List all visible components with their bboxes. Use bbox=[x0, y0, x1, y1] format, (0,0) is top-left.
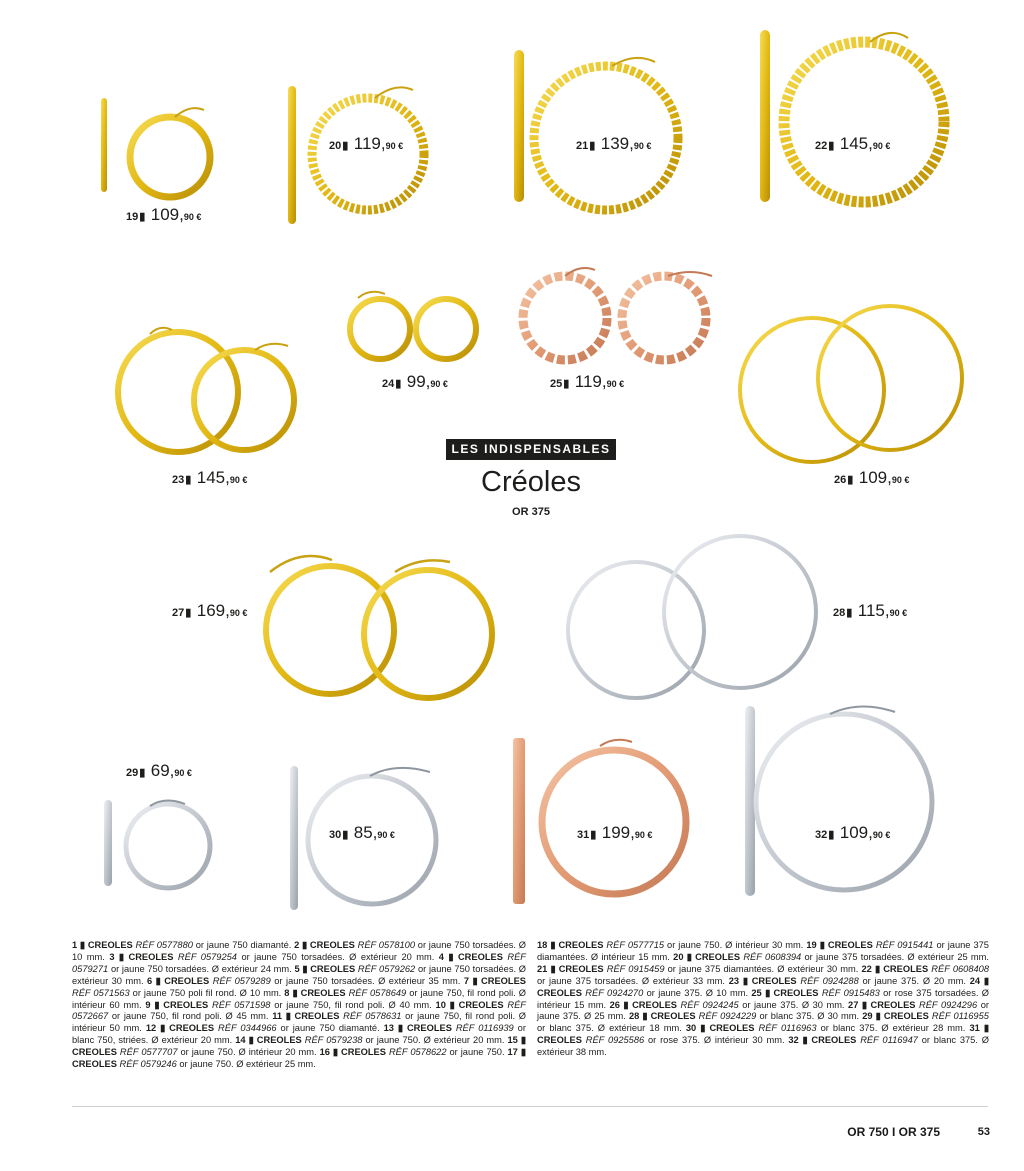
price-euros: 109, bbox=[150, 205, 184, 224]
footer-divider bbox=[72, 1106, 988, 1107]
description-ref: RÉF 0577707 bbox=[119, 1047, 178, 1058]
description-ref: RÉF 0924245 bbox=[680, 999, 739, 1010]
separator-icon: ▮ bbox=[299, 963, 311, 974]
section-tag: LES INDISPENSABLES bbox=[446, 439, 616, 460]
page-subtitle: OR 375 bbox=[512, 506, 550, 518]
description-number: 5 bbox=[294, 963, 300, 974]
description-name: CREOLES bbox=[457, 951, 503, 962]
description-text: or jaune 375. Ø 25 mm. bbox=[537, 999, 989, 1022]
description-text: or rose 375 torsadées. Ø intérieur 15 mm. bbox=[537, 987, 989, 1010]
description-ref: RÉF 0915483 bbox=[821, 987, 880, 998]
description-ref: RÉF 0577880 bbox=[135, 940, 193, 950]
price-cents: 90 € bbox=[229, 475, 248, 485]
earring-20 bbox=[288, 86, 424, 224]
earring-31 bbox=[513, 738, 686, 904]
description-ref: RÉF 0344966 bbox=[218, 1023, 277, 1034]
description-ref: RÉF 0578622 bbox=[388, 1047, 447, 1058]
price-28 bbox=[833, 602, 907, 620]
earring-21 bbox=[514, 50, 678, 210]
description-number: 20 bbox=[673, 951, 684, 962]
page-number: 53 bbox=[977, 1126, 990, 1138]
product-number: 21 bbox=[576, 140, 589, 152]
price-24 bbox=[382, 373, 448, 391]
description-item bbox=[537, 964, 858, 974]
separator-icon: ▮ bbox=[590, 829, 597, 841]
separator-icon: ▮ bbox=[979, 1023, 989, 1034]
description-text: or jaune 750 diamanté. bbox=[195, 940, 292, 950]
earring-32 bbox=[745, 706, 932, 896]
separator-icon: ▮ bbox=[114, 951, 129, 962]
earring-26 bbox=[740, 306, 962, 462]
description-text: or jaune 375. Ø 20 mm. bbox=[862, 975, 966, 986]
price-cents: 90 € bbox=[174, 768, 192, 778]
price-euros: 145, bbox=[839, 134, 873, 153]
description-name: CREOLES bbox=[87, 940, 133, 950]
description-text: or jaune 750, fil rond poli. Ø intérieur 50 mm. bbox=[72, 1011, 526, 1034]
separator-icon: ▮ bbox=[517, 1035, 526, 1046]
separator-icon: ▮ bbox=[342, 140, 349, 152]
product-number: 30 bbox=[329, 829, 342, 841]
description-number: 22 bbox=[861, 963, 872, 974]
description-name: CREOLES bbox=[751, 975, 797, 986]
description-name: CREOLES bbox=[537, 1035, 582, 1046]
description-item bbox=[235, 1035, 504, 1045]
separator-icon: ▮ bbox=[871, 963, 884, 974]
price-euros: 169, bbox=[196, 601, 230, 620]
description-item bbox=[109, 952, 434, 962]
separator-icon: ▮ bbox=[547, 940, 559, 950]
separator-icon: ▮ bbox=[445, 999, 459, 1010]
description-number: 10 bbox=[435, 999, 446, 1010]
separator-icon: ▮ bbox=[150, 999, 164, 1010]
separator-icon: ▮ bbox=[547, 963, 559, 974]
separator-icon: ▮ bbox=[185, 474, 192, 486]
description-text: or blanc 375. Ø extérieur 38 mm. bbox=[537, 1035, 989, 1058]
separator-icon: ▮ bbox=[683, 951, 696, 962]
description-ref: RÉF 0116963 bbox=[758, 1023, 817, 1034]
description-item bbox=[320, 1047, 505, 1057]
price-cents: 90 € bbox=[377, 830, 395, 840]
description-text: or jaune 750 diamanté. bbox=[280, 1023, 380, 1034]
description-text: or jaune 750. Ø extérieur 20 mm. bbox=[365, 1035, 505, 1046]
description-text: or jaune 750. Ø intérieur 30 mm. bbox=[667, 940, 804, 950]
separator-icon: ▮ bbox=[846, 607, 853, 619]
price-euros: 119, bbox=[353, 134, 386, 153]
description-ref: RÉF 0608394 bbox=[743, 951, 802, 962]
description-item bbox=[147, 976, 460, 986]
description-text: or jaune 750 torsadées. Ø 10 mm. bbox=[72, 940, 526, 962]
description-item bbox=[145, 1000, 431, 1010]
description-text: or jaune 750. Ø extérieur 25 mm. bbox=[179, 1059, 316, 1070]
descriptions-right bbox=[537, 940, 989, 1059]
separator-icon: ▮ bbox=[329, 1047, 342, 1058]
description-name: CREOLES bbox=[709, 1023, 755, 1034]
description-ref: RÉF 0578100 bbox=[357, 940, 416, 950]
separator-icon: ▮ bbox=[393, 1023, 407, 1034]
price-euros: 119, bbox=[574, 372, 607, 391]
price-27 bbox=[172, 602, 247, 620]
earring-27 bbox=[266, 556, 492, 698]
description-text: or jaune 375 diamantées. Ø extérieur 30 mm. bbox=[667, 963, 859, 974]
description-item bbox=[673, 952, 989, 962]
price-euros: 115, bbox=[857, 601, 890, 620]
separator-icon: ▮ bbox=[816, 940, 828, 950]
product-number: 19 bbox=[126, 211, 139, 223]
description-number: 26 bbox=[609, 999, 620, 1010]
description-text: or jaune 750 torsadées. Ø extérieur 30 mm. bbox=[72, 963, 527, 986]
description-text: or jaune 750, fil rond poli. Ø intérieur 60 mm. bbox=[72, 987, 527, 1010]
descriptions-left bbox=[72, 940, 526, 1071]
description-number: 17 bbox=[507, 1047, 518, 1058]
price-cents: 90 € bbox=[891, 475, 910, 485]
separator-icon: ▮ bbox=[139, 211, 146, 223]
description-ref: RÉF 0579254 bbox=[177, 951, 237, 962]
description-item bbox=[629, 1011, 859, 1021]
separator-icon: ▮ bbox=[342, 829, 349, 841]
separator-icon: ▮ bbox=[619, 999, 633, 1010]
description-number: 1 bbox=[72, 940, 78, 950]
description-name: CREOLES bbox=[695, 951, 741, 962]
description-ref: RÉF 0924229 bbox=[698, 1011, 757, 1022]
description-name: CREOLES bbox=[406, 1023, 452, 1034]
separator-icon: ▮ bbox=[517, 1047, 526, 1058]
description-number: 18 bbox=[537, 940, 548, 950]
description-number: 25 bbox=[751, 987, 762, 998]
separator-icon: ▮ bbox=[761, 987, 774, 998]
description-number: 14 bbox=[235, 1035, 246, 1046]
description-number: 30 bbox=[685, 1023, 697, 1034]
product-number: 23 bbox=[172, 474, 185, 486]
description-text: or jaune 750 torsadées. Ø extérieur 20 mm. bbox=[241, 951, 435, 962]
description-name: CREOLES bbox=[458, 999, 504, 1010]
description-name: CREOLES bbox=[537, 987, 582, 998]
price-euros: 69, bbox=[150, 761, 175, 780]
separator-icon: ▮ bbox=[828, 829, 835, 841]
description-name: CREOLES bbox=[632, 999, 678, 1010]
separator-icon: ▮ bbox=[639, 1011, 651, 1022]
price-20 bbox=[329, 135, 403, 153]
earring-29 bbox=[104, 800, 210, 888]
description-number: 13 bbox=[383, 1023, 394, 1034]
price-25 bbox=[550, 373, 624, 391]
description-text: or jaune 375. Ø 10 mm. bbox=[646, 987, 749, 998]
description-ref: RÉF 0579271 bbox=[72, 951, 526, 974]
description-name: CREOLES bbox=[341, 1047, 386, 1058]
description-number: 31 bbox=[969, 1023, 980, 1034]
description-name: CREOLES bbox=[310, 963, 356, 974]
separator-icon: ▮ bbox=[139, 767, 146, 779]
separator-icon: ▮ bbox=[282, 1011, 295, 1022]
price-cents: 90 € bbox=[872, 830, 891, 840]
description-text: or rose 375. Ø intérieur 30 mm. bbox=[648, 1035, 785, 1046]
separator-icon: ▮ bbox=[77, 940, 88, 950]
price-cents: 90 € bbox=[606, 379, 625, 389]
price-32 bbox=[815, 824, 890, 842]
product-number: 29 bbox=[126, 767, 139, 779]
price-29 bbox=[126, 762, 192, 780]
description-number: 11 bbox=[272, 1011, 283, 1022]
price-31 bbox=[577, 824, 652, 842]
description-ref: RÉF 0572667 bbox=[72, 999, 526, 1022]
description-text: or jaune 750. Ø intérieur 20 mm. bbox=[180, 1047, 317, 1058]
description-item bbox=[729, 976, 966, 986]
price-cents: 90 € bbox=[183, 212, 202, 222]
description-number: 29 bbox=[862, 1011, 873, 1022]
earring-24 bbox=[350, 292, 476, 359]
separator-icon: ▮ bbox=[289, 987, 301, 998]
earring-23 bbox=[118, 328, 294, 452]
description-name: CREOLES bbox=[300, 987, 346, 998]
description-number: 9 bbox=[145, 999, 151, 1010]
description-number: 3 bbox=[109, 951, 115, 962]
product-number: 24 bbox=[382, 378, 395, 390]
price-23 bbox=[172, 469, 247, 487]
description-number: 16 bbox=[319, 1047, 330, 1058]
description-ref: RÉF 0578631 bbox=[343, 1011, 402, 1022]
product-number: 20 bbox=[329, 140, 342, 152]
description-ref: RÉF 0116939 bbox=[455, 1023, 514, 1034]
price-cents: 90 € bbox=[430, 379, 448, 389]
price-euros: 145, bbox=[196, 468, 230, 487]
description-name: CREOLES bbox=[827, 940, 873, 950]
description-text: or jaune 750 torsadées. Ø extérieur 35 mm. bbox=[274, 975, 461, 986]
description-ref: RÉF 0915441 bbox=[875, 940, 934, 950]
description-ref: RÉF 0925586 bbox=[585, 1035, 645, 1046]
product-number: 22 bbox=[815, 140, 828, 152]
description-number: 24 bbox=[969, 975, 981, 986]
separator-icon: ▮ bbox=[739, 975, 752, 986]
description-ref: RÉF 0577715 bbox=[606, 940, 665, 950]
price-euros: 109, bbox=[858, 468, 892, 487]
description-name: CREOLES bbox=[294, 1011, 340, 1022]
earring-22 bbox=[760, 30, 944, 202]
description-ref: RÉF 0924296 bbox=[919, 999, 978, 1010]
description-name: CREOLES bbox=[128, 951, 174, 962]
product-number: 25 bbox=[550, 378, 563, 390]
price-euros: 99, bbox=[406, 372, 431, 391]
description-name: CREOLES bbox=[481, 975, 526, 986]
separator-icon: ▮ bbox=[828, 140, 835, 152]
description-text: or jaune 750 torsadées. Ø extérieur 24 mm. bbox=[110, 963, 292, 974]
price-cents: 90 € bbox=[634, 830, 653, 840]
description-name: CREOLES bbox=[558, 963, 604, 974]
product-number: 28 bbox=[833, 607, 846, 619]
separator-icon: ▮ bbox=[443, 951, 458, 962]
description-item bbox=[72, 940, 291, 950]
description-text: or blanc 375. Ø extérieur 28 mm. bbox=[820, 1023, 966, 1034]
description-name: CREOLES bbox=[72, 1047, 117, 1058]
description-ref: RÉF 0915459 bbox=[606, 963, 665, 974]
separator-icon: ▮ bbox=[980, 975, 989, 986]
description-ref: RÉF 0579246 bbox=[119, 1059, 177, 1070]
description-number: 2 bbox=[294, 940, 300, 950]
product-number: 32 bbox=[815, 829, 828, 841]
description-ref: RÉF 0116947 bbox=[860, 1035, 918, 1046]
description-text: or jaune 375. Ø 30 mm. bbox=[742, 999, 845, 1010]
price-cents: 90 € bbox=[229, 608, 248, 618]
description-item bbox=[537, 940, 803, 950]
product-number: 31 bbox=[577, 829, 590, 841]
price-euros: 109, bbox=[839, 823, 873, 842]
price-cents: 90 € bbox=[872, 141, 891, 151]
description-name: CREOLES bbox=[811, 1035, 857, 1046]
price-cents: 90 € bbox=[633, 141, 652, 151]
earring-19 bbox=[101, 98, 210, 197]
separator-icon: ▮ bbox=[847, 474, 854, 486]
footer-metal: OR 750 I OR 375 bbox=[847, 1125, 940, 1139]
description-name: CREOLES bbox=[558, 940, 604, 950]
description-text: or blanc 375. Ø extérieur 18 mm. bbox=[537, 1023, 682, 1034]
separator-icon: ▮ bbox=[245, 1035, 257, 1046]
description-ref: RÉF 0578649 bbox=[348, 987, 407, 998]
price-26 bbox=[834, 469, 909, 487]
description-name: CREOLES bbox=[164, 975, 210, 986]
description-number: 32 bbox=[788, 1035, 799, 1046]
separator-icon: ▮ bbox=[798, 1035, 812, 1046]
description-ref: RÉF 0579262 bbox=[357, 963, 416, 974]
description-text: or jaune 750, fil rond poli. Ø 40 mm. bbox=[274, 999, 432, 1010]
description-text: or jaune 375 torsadées. Ø extérieur 33 mm. bbox=[537, 975, 725, 986]
price-22 bbox=[815, 135, 890, 153]
description-number: 21 bbox=[537, 963, 548, 974]
description-number: 23 bbox=[728, 975, 740, 986]
description-item bbox=[146, 1023, 380, 1033]
description-ref: RÉF 0579289 bbox=[212, 975, 271, 986]
earring-25 bbox=[523, 268, 712, 360]
description-name: CREOLES bbox=[72, 1059, 117, 1070]
description-number: 12 bbox=[145, 1023, 157, 1034]
description-number: 6 bbox=[147, 975, 153, 986]
separator-icon: ▮ bbox=[468, 975, 482, 986]
earring-28 bbox=[568, 536, 816, 698]
description-ref: RÉF 0116955 bbox=[931, 1011, 989, 1022]
separator-icon: ▮ bbox=[589, 140, 596, 152]
price-euros: 85, bbox=[353, 823, 378, 842]
description-name: CREOLES bbox=[650, 1011, 696, 1022]
page-title: Créoles bbox=[481, 466, 581, 498]
separator-icon: ▮ bbox=[156, 1023, 170, 1034]
separator-icon: ▮ bbox=[299, 940, 310, 950]
description-ref: RÉF 0571563 bbox=[72, 987, 130, 998]
separator-icon: ▮ bbox=[152, 975, 165, 986]
separator-icon: ▮ bbox=[696, 1023, 710, 1034]
description-name: CREOLES bbox=[870, 999, 916, 1010]
price-21 bbox=[576, 135, 651, 153]
price-30 bbox=[329, 824, 395, 842]
description-text: or blanc 750, striées. Ø extérieur 20 mm. bbox=[72, 1023, 526, 1046]
price-cents: 90 € bbox=[385, 141, 404, 151]
description-number: 15 bbox=[507, 1035, 518, 1046]
description-ref: RÉF 0608408 bbox=[931, 963, 990, 974]
price-euros: 139, bbox=[600, 134, 634, 153]
separator-icon: ▮ bbox=[872, 1011, 884, 1022]
description-text: or jaune 750, fil rond poli. Ø 45 mm. bbox=[111, 1011, 269, 1022]
separator-icon: ▮ bbox=[395, 378, 402, 390]
price-euros: 199, bbox=[601, 823, 635, 842]
description-name: CREOLES bbox=[169, 1023, 215, 1034]
price-19 bbox=[126, 206, 201, 224]
separator-icon: ▮ bbox=[563, 378, 570, 390]
description-name: CREOLES bbox=[256, 1035, 302, 1046]
description-ref: RÉF 0579238 bbox=[304, 1035, 363, 1046]
separator-icon: ▮ bbox=[858, 999, 871, 1010]
description-name: CREOLES bbox=[163, 999, 209, 1010]
description-ref: RÉF 0571598 bbox=[212, 999, 271, 1010]
description-ref: RÉF 0924288 bbox=[800, 975, 859, 986]
description-number: 27 bbox=[848, 999, 859, 1010]
description-text: or jaune 375 diamantées. Ø intérieur 15 mm. bbox=[537, 940, 989, 962]
description-ref: RÉF 0924270 bbox=[585, 987, 644, 998]
product-number: 26 bbox=[834, 474, 847, 486]
description-number: 19 bbox=[806, 940, 817, 950]
description-number: 28 bbox=[628, 1011, 640, 1022]
description-text: or jaune 750. bbox=[449, 1047, 505, 1058]
description-name: CREOLES bbox=[773, 987, 819, 998]
description-number: 4 bbox=[438, 951, 444, 962]
description-item bbox=[610, 1000, 845, 1010]
description-text: or jaune 750 poli fil rond. Ø 10 mm. bbox=[132, 987, 282, 998]
description-number: 8 bbox=[284, 987, 290, 998]
description-text: or blanc 375. Ø 30 mm. bbox=[759, 1011, 860, 1022]
price-cents: 90 € bbox=[889, 608, 908, 618]
separator-icon: ▮ bbox=[185, 607, 192, 619]
product-number: 27 bbox=[172, 607, 185, 619]
description-item bbox=[686, 1023, 966, 1033]
description-number: 7 bbox=[463, 975, 469, 986]
description-name: CREOLES bbox=[883, 963, 929, 974]
description-text: or jaune 375 torsadées. Ø extérieur 25 mm. bbox=[804, 951, 989, 962]
description-name: CREOLES bbox=[309, 940, 355, 950]
description-name: CREOLES bbox=[883, 1011, 929, 1022]
